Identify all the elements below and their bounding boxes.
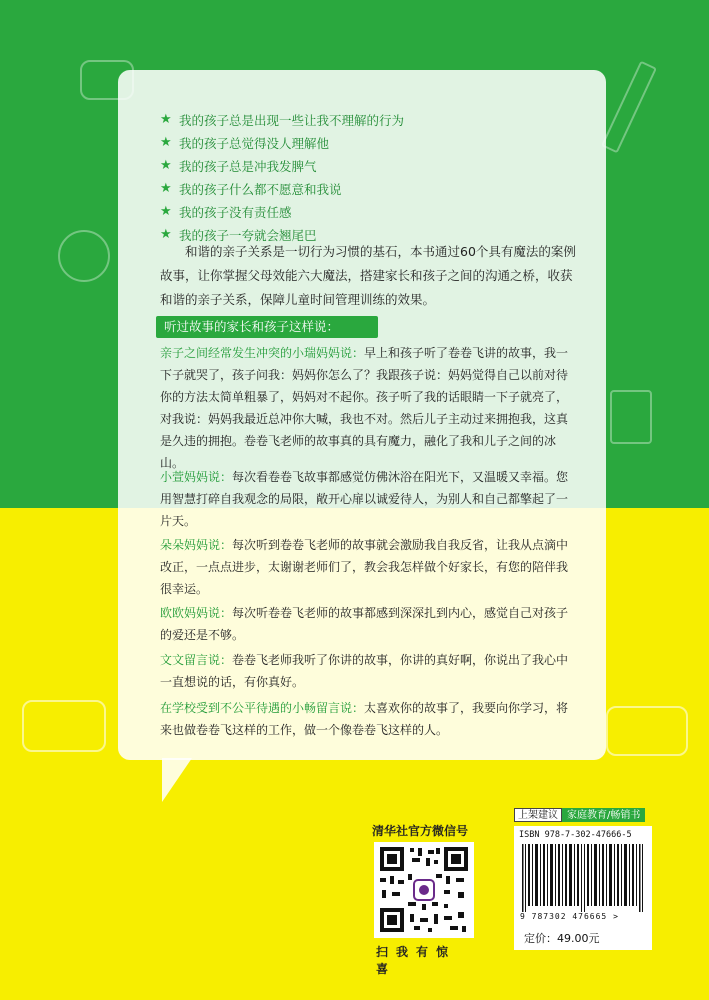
testimonial-text: 太喜欢你的故事了，我要向你学习，将来也做卷卷飞这样的工作，做一个像卷卷飞这样的人。: [160, 701, 569, 737]
list-item: ★ 我的孩子什么都不愿意和我说: [160, 181, 342, 197]
testimonial-speaker: 小萱妈妈说：: [160, 470, 233, 484]
shelf-suggestion: [514, 808, 645, 822]
testimonial-speaker: 文文留言说：: [160, 653, 233, 667]
testimonial-text: 每次听卷卷飞老师的故事都感到深深扎到内心，感觉自己对孩子的爱还是不够。: [160, 606, 569, 642]
qr-caption: 扫我有惊喜: [376, 945, 457, 976]
doodle-cup: [610, 390, 652, 444]
testimonial-text: 每次看卷卷飞故事都感觉仿佛沐浴在阳光下，又温暖又幸福。您用智慧打碎自我观念的局限，敞开心扉以诚爱待人，为别人和自己都擎起了一片天。: [160, 470, 569, 528]
shelf-value: 家庭教育/畅销书: [562, 808, 645, 822]
barcode-digits: 9 787302 476665 >: [520, 912, 619, 921]
testimonial-text: 早上和孩子听了卷卷飞讲的故事，我一下子就哭了，孩子问我：妈妈你怎么了？我跟孩子说：妈妈觉得自己以前对待你的方法太简单粗暴了，妈妈对不起你。孩子听了我的话眼睛一下子就亮了，对我说：妈妈我最近总冲你大喊，我也不对。然后儿子主动过来拥抱我，这真是久违的拥抱。卷卷飞老师的故事真的具有魔力，融化了我和儿子之间的冰山。: [160, 346, 569, 470]
testimonial-speaker: 亲子之间经常发生冲突的小瑞妈妈说：: [160, 346, 365, 360]
star-icon: ★: [160, 227, 172, 242]
testimonial-speaker: 朵朵妈妈说：: [160, 538, 233, 552]
concern-list: [160, 108, 580, 246]
star-icon: ★: [160, 181, 172, 196]
testimonial-speaker: 在学校受到不公平待遇的小畅留言说：: [160, 701, 365, 715]
testimonial: [160, 534, 578, 600]
shelf-label: 上架建议: [514, 808, 562, 822]
isbn-text: ISBN 978-7-302-47666-5: [519, 830, 632, 840]
intro-paragraph: 和谐的亲子关系是一切行为习惯的基石，本书通过60个具有魔法的案例故事，让你掌握父母效能六大魔法，搭建家长和孩子之间的沟通之桥，收获和谐的亲子关系，保障儿童时间管理训练的效果。: [160, 244, 576, 307]
star-icon: ★: [160, 135, 172, 150]
price-label: 定价：49.00元: [524, 932, 600, 945]
doodle-clock: [58, 230, 110, 282]
speech-bubble-tail: [162, 758, 192, 802]
testimonial-text: 卷卷飞老师我听了你讲的故事，你讲的真好啊，你说出了我心中一直想说的话，有你真好。: [160, 653, 569, 689]
testimonial: [160, 602, 578, 646]
list-item: ★ 我的孩子一夸就会翘尾巴: [160, 227, 317, 243]
testimonial: [160, 466, 578, 532]
qr-code-icon: [374, 842, 474, 938]
qr-title: 清华社官方微信号: [372, 824, 469, 838]
doodle-sign: [22, 700, 106, 752]
testimonial: [160, 697, 578, 741]
star-icon: ★: [160, 158, 172, 173]
list-item: ★ 我的孩子总是冲我发脾气: [160, 158, 317, 174]
wechat-qr-code[interactable]: [374, 842, 474, 938]
testimonial-banner: 听过故事的家长和孩子这样说：: [156, 316, 378, 338]
testimonial: [160, 649, 578, 693]
list-item: ★ 我的孩子总觉得没人理解他: [160, 135, 330, 151]
testimonial-speaker: 欧欧妈妈说：: [160, 606, 233, 620]
barcode-icon: [522, 844, 646, 916]
list-item: ★ 我的孩子总是出现一些让我不理解的行为: [160, 112, 405, 128]
list-item: ★ 我的孩子没有责任感: [160, 204, 292, 220]
doodle-sign-right: [606, 706, 688, 756]
testimonial: [160, 342, 578, 474]
star-icon: ★: [160, 204, 172, 219]
star-icon: ★: [160, 112, 172, 127]
testimonial-text: 每次听到卷卷飞老师的故事就会激励我自我反省，让我从点滴中改正，一点点进步，太谢谢老师们了，教会我怎样做个好家长，有您的陪伴我很幸运。: [160, 538, 569, 596]
